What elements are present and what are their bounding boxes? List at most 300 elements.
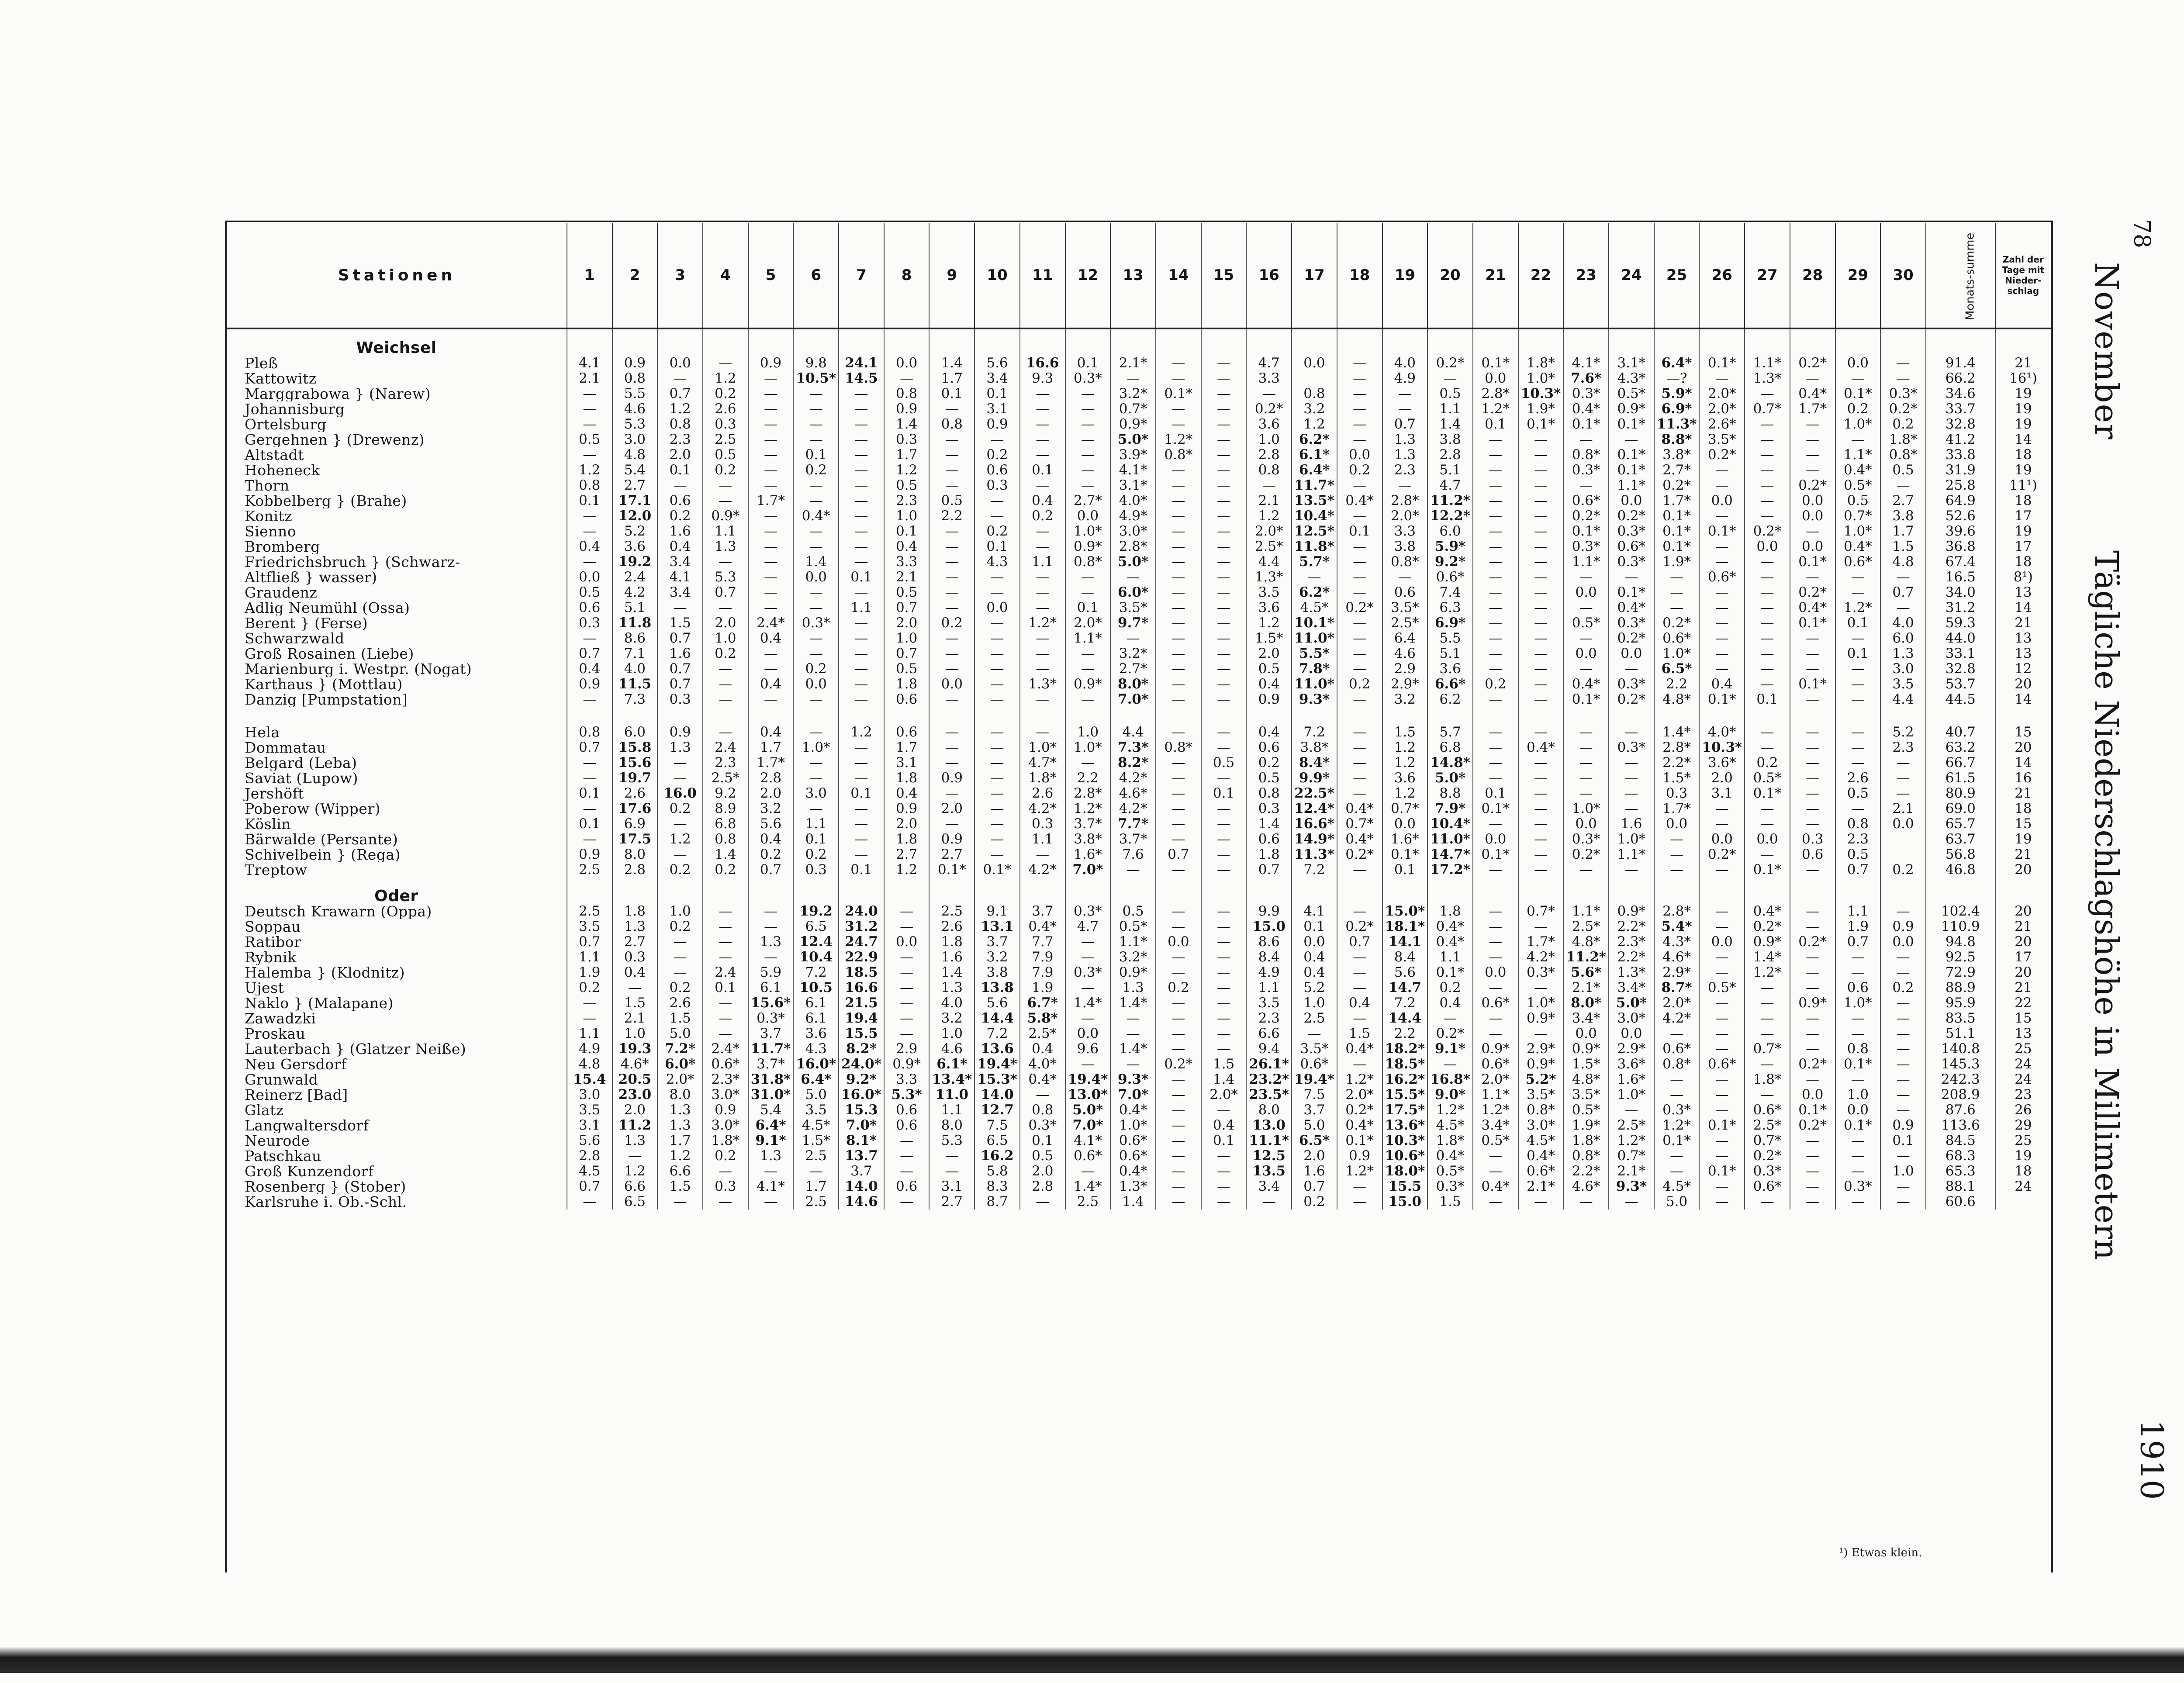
day-value: — — [839, 816, 884, 832]
day-value: 1.4* — [1110, 1041, 1156, 1057]
day-value: — — [567, 1194, 612, 1210]
day-value: — — [1156, 1164, 1201, 1179]
day-value: — — [793, 432, 839, 447]
station-name: Groß Kunzendorf — [245, 1164, 374, 1179]
day-value: 3.3 — [884, 554, 930, 570]
day-value: — — [1699, 816, 1745, 832]
table-row — [227, 816, 2051, 832]
day-value: — — [1835, 1148, 1881, 1164]
day-value: — — [1337, 1179, 1382, 1194]
day-value: 0.4* — [1790, 600, 1835, 615]
day-value: 3.1* — [1110, 478, 1156, 493]
day-value: 0.6* — [1110, 1148, 1156, 1164]
day-value: 2.9* — [1518, 1041, 1564, 1057]
day-value: — — [748, 524, 794, 539]
day-value: — — [1880, 1072, 1926, 1087]
day-value: 0.8 — [1246, 463, 1292, 478]
day-value: — — [793, 524, 839, 539]
day-value: 0.1 — [839, 570, 884, 585]
day-value: 0.2 — [657, 919, 703, 934]
day-value: — — [1337, 539, 1382, 554]
day-value: 5.1 — [1427, 646, 1473, 661]
day-value: — — [1699, 463, 1745, 478]
rain-days: 19 — [1995, 401, 2051, 417]
station-name: Naklo } (Malapane) — [245, 995, 394, 1011]
day-value: — — [1880, 478, 1926, 493]
day-value: — — [1473, 1026, 1518, 1041]
station-name: Bromberg — [245, 539, 320, 554]
day-value: — — [1745, 677, 1790, 692]
day-value: 0.3* — [1609, 615, 1654, 631]
day-value: 0.7* — [1745, 1041, 1790, 1057]
day-value: 0.6* — [1110, 1133, 1156, 1148]
day-value: — — [1790, 1179, 1835, 1194]
day-value: 2.8* — [1473, 386, 1518, 401]
day-value: 0.8 — [1246, 786, 1292, 801]
day-value: — — [929, 600, 975, 615]
monthly-sum: 66.2 — [1926, 371, 1995, 386]
day-value: 17.2* — [1427, 862, 1473, 878]
day-value: 0.7 — [884, 600, 930, 615]
day-value: 0.7 — [1156, 847, 1201, 862]
day-value: 0.5 — [1427, 386, 1473, 401]
table-row — [227, 862, 2051, 878]
day-value: — — [1246, 1194, 1292, 1210]
day-value: — — [1790, 1133, 1835, 1148]
day-value: 5.0 — [657, 1026, 703, 1041]
day-value: — — [1337, 401, 1382, 417]
rain-days: 20 — [1995, 904, 2051, 919]
day-value: 0.1 — [567, 493, 612, 508]
day-value: 3.5* — [1110, 600, 1156, 615]
day-value: — — [1790, 862, 1835, 878]
day-value: — — [1518, 570, 1564, 585]
day-value: 20.5 — [612, 1072, 658, 1087]
day-value: 0.1* — [1654, 508, 1700, 524]
rain-days: 18 — [1995, 1164, 2051, 1179]
monthly-sum: 51.1 — [1926, 1026, 1995, 1041]
day-value: — — [1156, 1072, 1201, 1087]
day-value: — — [1065, 1057, 1111, 1072]
day-value: 0.1 — [1745, 692, 1790, 707]
day-value: 0.0 — [1699, 934, 1745, 950]
day-value: 0.7* — [1609, 1148, 1654, 1164]
day-value: 3.6 — [1246, 417, 1292, 432]
day-value: 5.5 — [612, 386, 658, 401]
day-value: — — [1835, 1133, 1881, 1148]
day-value: 0.6* — [1745, 1102, 1790, 1118]
monthly-sum: 64.9 — [1926, 493, 1995, 508]
day-value: 0.2 — [703, 646, 748, 661]
day-value: 2.2 — [1382, 1026, 1428, 1041]
station-name: Karthaus } (Mottlau) — [245, 677, 403, 692]
table-row — [227, 832, 2051, 847]
day-value: 17.6 — [612, 801, 658, 816]
day-value: 1.1 — [703, 524, 748, 539]
monthly-sum: 31.9 — [1926, 463, 1995, 478]
day-value: 4.6* — [612, 1057, 658, 1072]
day-value: 3.2* — [1110, 646, 1156, 661]
day-value: — — [1156, 417, 1201, 432]
day-value: 0.1 — [1382, 862, 1428, 878]
day-value: 1.2 — [703, 371, 748, 386]
day-value: 0.1* — [1156, 386, 1201, 401]
day-value: — — [1201, 661, 1247, 677]
day-value: — — [1518, 725, 1564, 740]
day-value: — — [748, 386, 794, 401]
day-value: 1.3* — [1609, 965, 1654, 980]
day-value: 3.6 — [1427, 661, 1473, 677]
day-value: 7.2 — [793, 965, 839, 980]
day-value: 0.9 — [975, 417, 1020, 432]
day-value: 0.6* — [703, 1057, 748, 1072]
day-value: 0.6 — [657, 493, 703, 508]
rain-days: 17 — [1995, 539, 2051, 554]
day-value: 0.4 — [1201, 1118, 1247, 1133]
day-value: 1.0 — [929, 1026, 975, 1041]
day-value: 2.5 — [1065, 1194, 1111, 1210]
day-value: — — [1880, 1148, 1926, 1164]
day-value: — — [1745, 570, 1790, 585]
day-value: 1.2* — [1835, 600, 1881, 615]
station-name: Poberow (Wipper) — [245, 801, 380, 816]
station-name: Saviat (Lupow) — [245, 771, 359, 786]
day-value: 0.4 — [748, 832, 794, 847]
day-value: 0.1 — [1473, 786, 1518, 801]
day-value: 3.4* — [1609, 980, 1654, 995]
day-value: — — [1156, 862, 1201, 878]
day-value: 6.9* — [1654, 401, 1700, 417]
day-value: 0.8 — [657, 417, 703, 432]
monthly-sum: 36.8 — [1926, 539, 1995, 554]
day-value: — — [1473, 493, 1518, 508]
day-value: — — [1609, 801, 1654, 816]
day-value: 1.1 — [1020, 832, 1065, 847]
day-value: 4.6 — [929, 1041, 975, 1057]
day-value: 7.5 — [1292, 1087, 1337, 1102]
day-value: 0.1 — [1337, 524, 1382, 539]
day-value: 2.0 — [612, 1102, 658, 1118]
day-value: 8.6 — [612, 631, 658, 646]
day-value: — — [884, 950, 930, 965]
day-value: 12.5 — [1246, 1148, 1292, 1164]
day-value: 0.2* — [1880, 401, 1926, 417]
day-value: — — [1790, 646, 1835, 661]
day-value: 0.2* — [1337, 600, 1382, 615]
day-value: — — [1246, 386, 1292, 401]
day-value: 24.7 — [839, 934, 884, 950]
table-row — [227, 904, 2051, 919]
day-value: 8.9 — [703, 801, 748, 816]
day-value: — — [1156, 692, 1201, 707]
day-value: 0.3 — [1020, 816, 1065, 832]
day-value: 0.0 — [1563, 585, 1609, 600]
day-value: 1.4 — [703, 847, 748, 862]
day-value: 3.2 — [929, 1011, 975, 1026]
day-value: 15.3* — [975, 1072, 1020, 1087]
day-value: 1.5 — [1201, 1057, 1247, 1072]
day-value: — — [1699, 371, 1745, 386]
day-value: 7.0* — [1065, 1118, 1111, 1133]
day-value: 0.9 — [929, 771, 975, 786]
day-value: — — [1609, 1102, 1654, 1118]
day-value: — — [1156, 771, 1201, 786]
day-value: 5.2* — [1518, 1072, 1564, 1087]
day-value: — — [612, 1148, 658, 1164]
day-value: 3.5 — [793, 1102, 839, 1118]
day-value: — — [929, 1164, 975, 1179]
day-value: 6.5 — [793, 919, 839, 934]
rain-days: 13 — [1995, 646, 2051, 661]
table-row — [227, 463, 2051, 478]
day-value: 5.0* — [1110, 432, 1156, 447]
day-value: — — [975, 677, 1020, 692]
day-value: 0.9 — [567, 847, 612, 862]
day-value: 0.6 — [1790, 847, 1835, 862]
day-value: — — [1201, 1041, 1247, 1057]
day-value: 1.0 — [1065, 725, 1111, 740]
day-value: — — [1020, 585, 1065, 600]
day-value: 2.3 — [703, 755, 748, 771]
day-value: 1.3 — [1382, 447, 1428, 463]
day-value: 15.4 — [567, 1072, 612, 1087]
day-value: — — [1699, 862, 1745, 878]
day-value: 4.9 — [1382, 371, 1428, 386]
day-value: 0.3* — [1835, 1179, 1881, 1194]
rain-days: 18 — [1995, 554, 2051, 570]
day-value: — — [793, 600, 839, 615]
day-value: 0.6* — [1518, 1164, 1564, 1179]
day-value: 2.5 — [567, 904, 612, 919]
day-value: — — [793, 585, 839, 600]
station-name: Friedrichsbruch } (Schwarz- — [245, 554, 460, 570]
day-value: 1.3* — [1745, 371, 1790, 386]
day-value: 13.4* — [929, 1072, 975, 1087]
day-value: — — [1790, 417, 1835, 432]
day-value: 3.5* — [1699, 432, 1745, 447]
monthly-sum: 32.8 — [1926, 417, 1995, 432]
day-value: — — [748, 692, 794, 707]
day-value: — — [748, 401, 794, 417]
day-value: — — [884, 904, 930, 919]
day-value: — — [1337, 1011, 1382, 1026]
day-value: 3.1 — [929, 1179, 975, 1194]
day-value: 0.3 — [1654, 786, 1700, 801]
day-value: 6.8 — [703, 816, 748, 832]
day-value: 6.6 — [657, 1164, 703, 1179]
day-value: — — [884, 1164, 930, 1179]
table-row — [227, 786, 2051, 801]
day-value: 0.2 — [748, 847, 794, 862]
day-value: — — [1156, 1133, 1201, 1148]
day-value: 0.7 — [1835, 862, 1881, 878]
day-value — [1292, 371, 1337, 386]
day-value: 0.1* — [1609, 463, 1654, 478]
day-value: 13.0* — [1065, 1087, 1111, 1102]
day-value: — — [1473, 862, 1518, 878]
day-value: 4.5* — [1654, 1179, 1700, 1194]
day-value: — — [1156, 995, 1201, 1011]
day-value: 4.9 — [1246, 965, 1292, 980]
rain-days: 16 — [1995, 771, 2051, 786]
day-value: — — [1835, 965, 1881, 980]
day-value: — — [748, 950, 794, 965]
day-value: 1.1 — [1020, 554, 1065, 570]
day-value: — — [703, 919, 748, 934]
station-name: Marienburg i. Westpr. (Nogat) — [245, 661, 472, 677]
day-value: 3.4* — [1563, 1011, 1609, 1026]
day-value: 1.2 — [1382, 740, 1428, 755]
day-value: 0.1* — [1518, 417, 1564, 432]
day-value: 22.9 — [839, 950, 884, 965]
day-value: — — [1518, 801, 1564, 816]
day-value: 1.2* — [1020, 615, 1065, 631]
day-value: — — [1292, 1026, 1337, 1041]
day-value: 4.5* — [1427, 1118, 1473, 1133]
day-value: 6.5* — [1292, 1133, 1337, 1148]
day-value: 0.0 — [1699, 832, 1745, 847]
day-value: — — [1518, 631, 1564, 646]
day-value: 0.7 — [703, 585, 748, 600]
day-value: 3.2* — [1110, 950, 1156, 965]
day-value: 4.7* — [1020, 755, 1065, 771]
day-value: — — [1835, 692, 1881, 707]
day-value: 4.8 — [1880, 554, 1926, 570]
day-value: 0.2 — [793, 463, 839, 478]
day-value: — — [884, 965, 930, 980]
day-value: 16.6* — [1292, 816, 1337, 832]
day-value: 0.1* — [1427, 965, 1473, 980]
day-value: 6.6 — [1246, 1026, 1292, 1041]
day-value: — — [1473, 615, 1518, 631]
day-value: 6.9* — [1427, 615, 1473, 631]
day-value: 0.9 — [1880, 1118, 1926, 1133]
table-row — [227, 1026, 2051, 1041]
table-row — [227, 1194, 2051, 1210]
table-row — [227, 919, 2051, 934]
day-value: 2.1* — [1609, 1164, 1654, 1179]
day-value: — — [793, 755, 839, 771]
monthly-sum: 80.9 — [1926, 786, 1995, 801]
day-value: 1.9* — [1563, 1118, 1609, 1133]
day-value: 0.2 — [703, 386, 748, 401]
day-value: 1.8* — [1745, 1072, 1790, 1087]
day-value: — — [975, 725, 1020, 740]
day-value: 6.0 — [612, 725, 658, 740]
day-value: — — [929, 570, 975, 585]
day-value: — — [1201, 356, 1247, 371]
monthly-sum: 92.5 — [1926, 950, 1995, 965]
day-value: 0.9* — [884, 1057, 930, 1072]
station-name: Graudenz — [245, 585, 318, 600]
day-value: — — [1699, 1041, 1745, 1057]
day-value: 3.7 — [748, 1026, 794, 1041]
day-value: 1.2 — [657, 1148, 703, 1164]
day-header-11: 11 — [1020, 223, 1065, 328]
day-value: 0.3 — [612, 950, 658, 965]
group-heading-row — [227, 878, 2051, 904]
day-value: 7.2 — [1382, 995, 1428, 1011]
day-value: — — [1745, 600, 1790, 615]
day-value: — — [1835, 677, 1881, 692]
day-value: 0.9* — [1110, 417, 1156, 432]
day-value: 4.3 — [975, 554, 1020, 570]
day-value: 0.9 — [1246, 692, 1292, 707]
day-value: 0.0 — [1745, 832, 1790, 847]
day-value: — — [1518, 1194, 1564, 1210]
day-value: 4.2* — [1020, 862, 1065, 878]
day-value: 2.9 — [884, 1041, 930, 1057]
day-value: 1.0* — [1110, 1118, 1156, 1133]
day-value: 5.7* — [1292, 554, 1337, 570]
day-value: — — [1201, 524, 1247, 539]
day-value: 3.7 — [839, 1164, 884, 1179]
day-value: — — [839, 493, 884, 508]
day-value: 5.8 — [975, 1164, 1020, 1179]
day-value: 5.0* — [1065, 1102, 1111, 1118]
stations-header: Stationen — [227, 223, 567, 328]
day-value: 19.4* — [1065, 1072, 1111, 1087]
day-value: 0.0 — [1563, 816, 1609, 832]
station-name: Neurode — [245, 1133, 310, 1148]
day-value: 2.3 — [884, 493, 930, 508]
day-value: 0.4 — [748, 725, 794, 740]
day-value: — — [1880, 950, 1926, 965]
day-value: 1.0* — [1609, 1087, 1654, 1102]
rain-days: 20 — [1995, 862, 2051, 878]
day-value: — — [929, 447, 975, 463]
day-value: 3.4 — [657, 554, 703, 570]
day-value: — — [1790, 432, 1835, 447]
day-value: 3.5* — [1563, 1087, 1609, 1102]
day-value: — — [1473, 904, 1518, 919]
station-name: Berent } (Ferse) — [245, 615, 368, 631]
day-value: — — [1065, 386, 1111, 401]
day-value: — — [839, 539, 884, 554]
station-name: Proskau — [245, 1026, 306, 1041]
day-value: 0.2* — [1790, 1118, 1835, 1133]
day-value: — — [1156, 1011, 1201, 1026]
day-value: 0.4 — [748, 677, 794, 692]
day-value: 1.0 — [1835, 1087, 1881, 1102]
day-value: 3.4 — [1246, 1179, 1292, 1194]
table-row — [227, 1057, 2051, 1072]
rain-days: 16¹) — [1995, 371, 2051, 386]
day-value: 0.5* — [1699, 980, 1745, 995]
day-value: 0.2* — [1654, 478, 1700, 493]
day-value: 0.7 — [567, 1179, 612, 1194]
day-value: 0.1 — [567, 786, 612, 801]
day-value: — — [929, 478, 975, 493]
day-value: — — [748, 417, 794, 432]
day-value: 0.2 — [657, 508, 703, 524]
day-value: 9.0* — [1427, 1087, 1473, 1102]
day-value: 4.3* — [1654, 934, 1700, 950]
day-value: 1.0* — [1518, 371, 1564, 386]
day-value: — — [1518, 677, 1564, 692]
day-value: 15.0 — [1246, 919, 1292, 934]
day-value: 0.1 — [884, 524, 930, 539]
day-value: 1.1* — [1745, 356, 1790, 371]
day-value: — — [793, 631, 839, 646]
day-value: — — [1337, 786, 1382, 801]
day-value: 0.2* — [1609, 692, 1654, 707]
day-value: 4.1* — [1563, 356, 1609, 371]
day-value: — — [793, 401, 839, 417]
day-value: 2.2 — [1654, 677, 1700, 692]
rain-days: 25 — [1995, 1041, 2051, 1057]
day-value: — — [1156, 401, 1201, 417]
